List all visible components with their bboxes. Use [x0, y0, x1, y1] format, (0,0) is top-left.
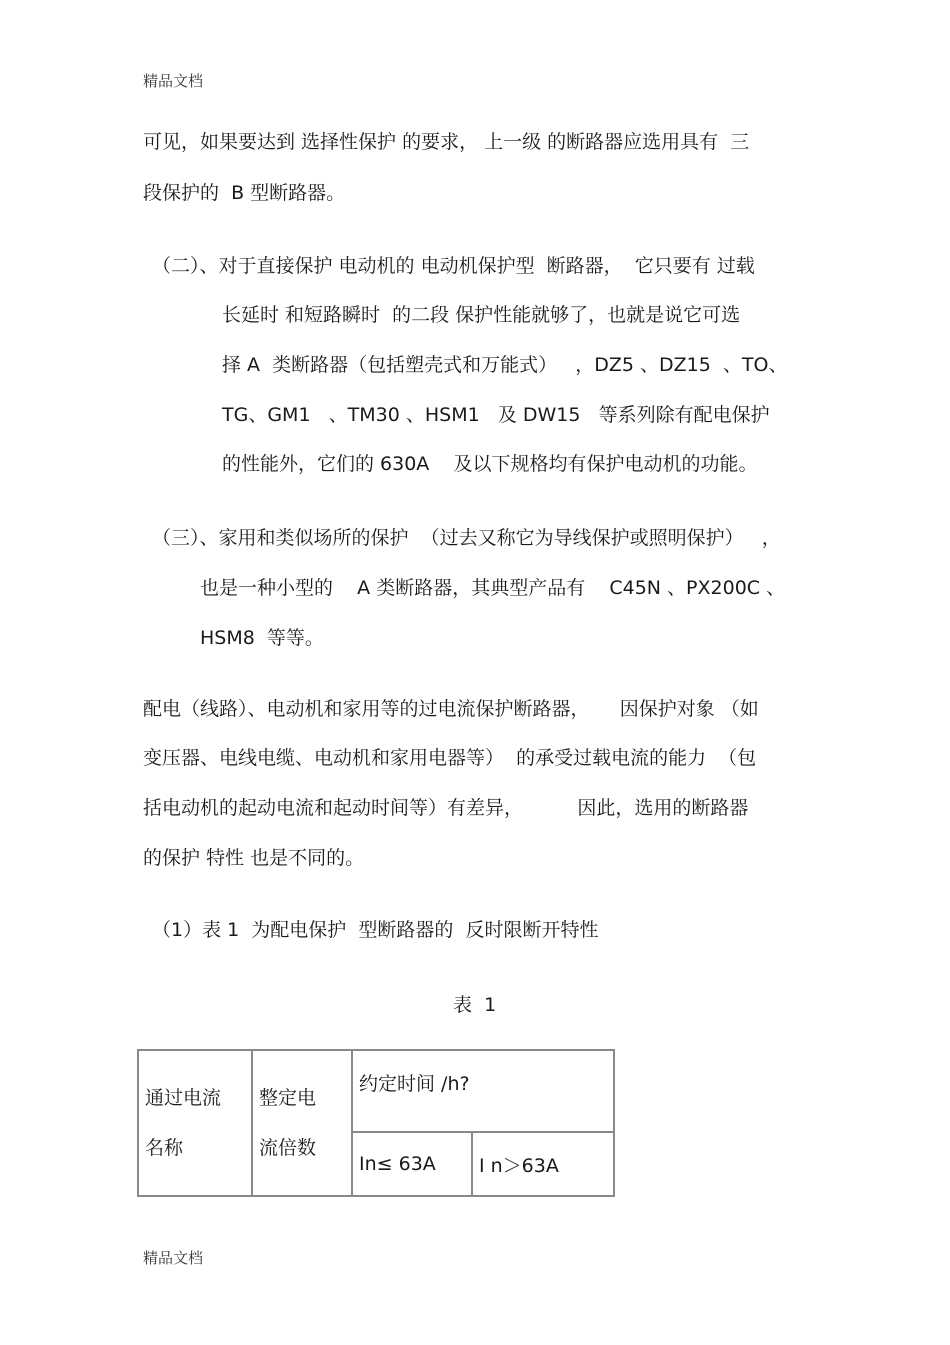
header-in-le-63a: In≤ 63A: [352, 1132, 472, 1196]
paragraph-2-line-2: 长延时 和短路瞬时 的二段 保护性能就够了，也就是说它可选: [222, 304, 741, 326]
header-setting-multiple-line-2: 流倍数: [259, 1137, 317, 1159]
header-watermark: 精品文档: [143, 72, 204, 90]
table-header-row: [138, 1050, 614, 1132]
header-agreed-time: 约定时间 /h?: [352, 1050, 614, 1132]
header-current-name-line-2: 名称: [145, 1137, 184, 1159]
characteristic-table: [137, 1049, 615, 1197]
paragraph-4-line-2: 变压器、电线电缆、电动机和家用电器等） 的承受过载电流的能力 （包: [143, 747, 757, 769]
paragraph-3-line-2: 也是一种小型的 A 类断路器，其典型产品有 C45N 、PX200C 、: [200, 577, 786, 599]
paragraph-2-line-1: （二）、对于直接保护 电动机的 电动机保护型 断路器， 它只要有 过载: [152, 255, 755, 277]
table-caption: 表 1: [453, 994, 497, 1016]
header-current-name: [138, 1050, 252, 1196]
paragraph-1-line-2: 段保护的 B 型断路器。: [143, 182, 346, 204]
header-in-gt-63a: I n＞63A: [472, 1132, 614, 1196]
footer-watermark: 精品文档: [143, 1249, 204, 1267]
paragraph-4-line-1: 配电（线路）、电动机和家用等的过电流保护断路器， 因保护对象 （如: [143, 698, 759, 720]
paragraph-1-line-1: 可见，如果要达到 选择性保护 的要求， 上一级 的断路器应选用具有 三: [143, 131, 750, 153]
paragraph-4-line-4: 的保护 特性 也是不同的。: [143, 847, 365, 869]
header-setting-multiple: [252, 1050, 352, 1196]
header-current-name-line-1: 通过电流: [145, 1087, 222, 1109]
header-setting-multiple-line-1: 整定电: [259, 1087, 317, 1109]
paragraph-5-line-1: （1）表 1 为配电保护 型断路器的 反时限断开特性: [152, 919, 599, 941]
paragraph-4-line-3: 括电动机的起动电流和起动时间等）有差异， 因此，选用的断路器: [143, 797, 749, 819]
paragraph-2-line-4: TG、GM1 、TM30 、HSM1 及 DW15 等系列除有配电保护: [222, 404, 770, 426]
paragraph-3-line-1: （三）、家用和类似场所的保护 （过去又称它为导线保护或照明保护） ，: [152, 527, 781, 549]
paragraph-2-line-3: 择 A 类断路器（包括塑壳式和万能式） ，DZ5 、DZ15 、TO、: [222, 354, 788, 376]
paragraph-2-line-5: 的性能外，它们的 630A 及以下规格均有保护电动机的功能。: [222, 453, 758, 475]
paragraph-3-line-3: HSM8 等等。: [200, 627, 324, 649]
